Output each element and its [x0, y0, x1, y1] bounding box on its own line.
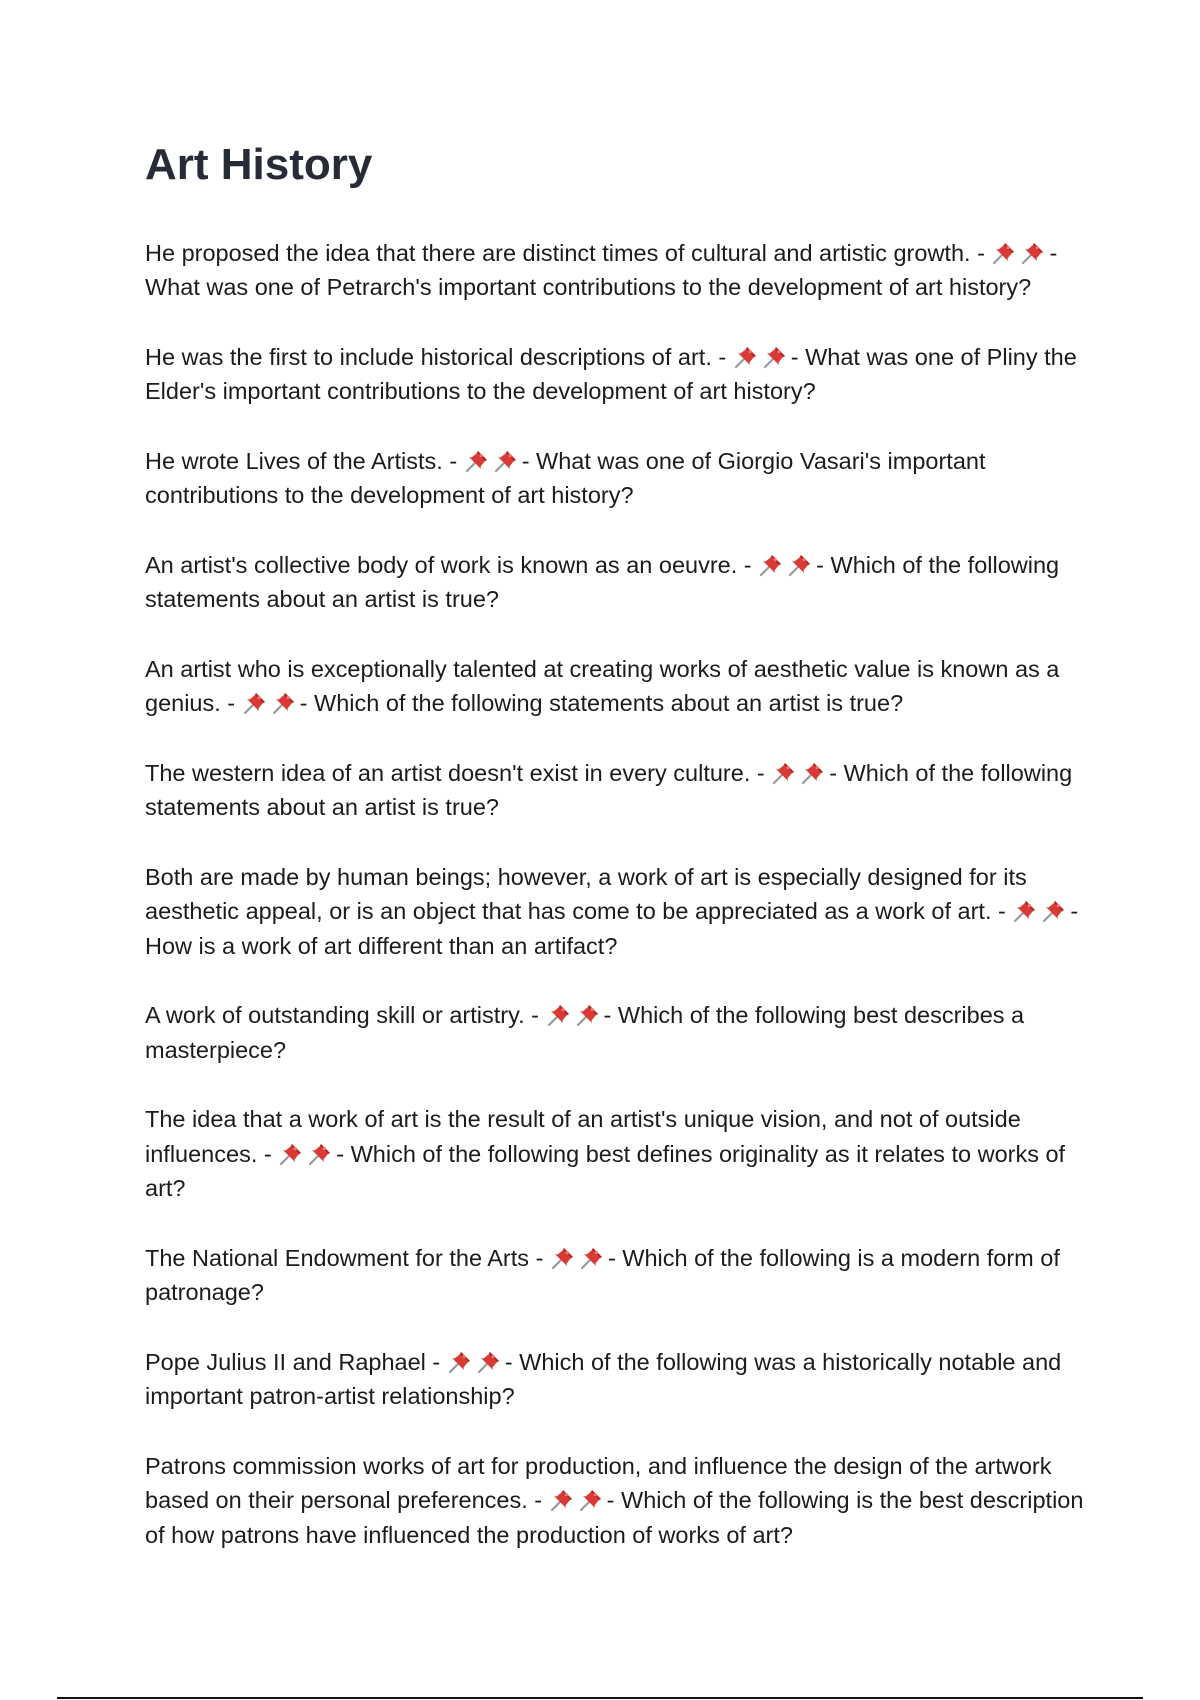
flashcard-entry: [145, 340, 1100, 409]
pushpin-icon: [271, 690, 297, 716]
flashcard-question: Which of the following statements about an artist is true?: [314, 690, 904, 717]
flashcard-question: Which of the following is a modern form of patronage?: [145, 1244, 1060, 1306]
flashcard-entry: [145, 652, 1100, 721]
flashcard-answer: Patrons commission works of art for production, and influence the design of the artwork based on their personal preferences.: [145, 1452, 1052, 1514]
flashcard-answer: He wrote Lives of the Artists.: [145, 447, 443, 474]
flashcard-question: What was one of Petrarch's important contributions to the development of art history?: [145, 274, 1032, 301]
pushpin-icon: [278, 1141, 304, 1167]
flashcard-question: What was one of Pliny the Elder's important contributions to the development of art history?: [145, 343, 1077, 405]
flashcard-answer: Both are made by human beings; however, a work of art is especially designed for its aesthetic appeal, or is an object that has come to be appreciated as a work of art.: [145, 863, 1027, 925]
pushpin-icon: [578, 1487, 604, 1513]
flashcard-entry: [145, 1449, 1100, 1553]
flashcard-entry: [145, 236, 1100, 305]
flashcard-entry: [145, 444, 1100, 513]
separator-dash: -: [790, 343, 806, 370]
separator-dash: -: [504, 1348, 520, 1375]
flashcard-answer: A work of outstanding skill or artistry.: [145, 1002, 525, 1029]
page-bottom-rule: [57, 1697, 1143, 1699]
pushpin-icon: [1041, 898, 1067, 924]
separator-dash: -: [529, 1244, 550, 1271]
flashcard-answer: The idea that a work of art is the result of an artist's unique vision, and not of outside influences.: [145, 1106, 1021, 1167]
separator-dash: -: [442, 447, 464, 474]
pushpin-icon: [493, 448, 519, 474]
separator-dash: -: [257, 1140, 279, 1167]
flashcard-question: Which of the following statements about an artist is true?: [145, 551, 1060, 613]
flashcard-question: Which of the following was a historically notable and important patron-artist relationship?: [145, 1348, 1062, 1410]
separator-dash: -: [1049, 239, 1058, 266]
flashcard-question: Which of the following is the best description of how patrons have influenced the production of works of art?: [145, 1487, 1084, 1548]
separator-dash: -: [521, 447, 537, 474]
page-title: Art History: [145, 140, 373, 189]
flashcard-entry: [145, 998, 1100, 1067]
pushpin-icon: [242, 690, 268, 716]
separator-dash: -: [711, 343, 733, 370]
pushpin-icon: [575, 1002, 601, 1028]
flashcard-answer: Pope Julius II and Raphael: [145, 1348, 426, 1375]
pushpin-icon: [991, 240, 1017, 266]
flashcard-answer: An artist who is exceptionally talented at creating works of aesthetic value is known as a genius.: [145, 655, 1060, 717]
flashcard-answer: He proposed the idea that there are distinct times of cultural and artistic growth.: [145, 239, 971, 266]
separator-dash: -: [603, 1002, 618, 1029]
separator-dash: -: [527, 1487, 549, 1514]
flashcard-answer: The western idea of an artist doesn't exist in every culture.: [145, 759, 751, 786]
pushpin-icon: [464, 448, 490, 474]
flashcard-entry: [145, 860, 1100, 964]
separator-dash: -: [524, 1002, 546, 1029]
pushpin-icon: [800, 760, 826, 786]
pushpin-icon: [758, 552, 784, 578]
flashcard-entry: [145, 1241, 1100, 1310]
flashcard-entry: [145, 1345, 1100, 1414]
flashcard-list: [145, 236, 1100, 1553]
separator-dash: -: [991, 898, 1013, 925]
pushpin-icon: [549, 1487, 575, 1513]
flashcard-answer: An artist's collective body of work is known as an oeuvre.: [145, 551, 738, 578]
pushpin-icon: [447, 1349, 473, 1375]
pushpin-icon: [1012, 898, 1038, 924]
flashcard-answer: The National Endowment for the Arts: [145, 1244, 530, 1271]
pushpin-icon: [787, 552, 813, 578]
separator-dash: -: [606, 1487, 622, 1514]
pushpin-icon: [579, 1245, 605, 1271]
pushpin-icon: [1020, 240, 1046, 266]
flashcard-question: What was one of Giorgio Vasari's important contributions to the development of art history?: [145, 447, 986, 509]
separator-dash: -: [970, 239, 992, 266]
pushpin-icon: [733, 344, 759, 370]
flashcard-question: Which of the following best describes a masterpiece?: [145, 1002, 1025, 1063]
pushpin-icon: [546, 1002, 572, 1028]
pushpin-icon: [307, 1141, 333, 1167]
pushpin-icon: [476, 1349, 502, 1375]
pushpin-icon: [550, 1245, 576, 1271]
flashcard-question: Which of the following statements about an artist is true?: [145, 759, 1073, 821]
flashcard-answer: He was the first to include historical descriptions of art.: [145, 343, 712, 370]
separator-dash: -: [607, 1244, 623, 1271]
pushpin-icon: [771, 760, 797, 786]
document-page: [145, 140, 1100, 1587]
separator-dash: -: [220, 690, 242, 717]
separator-dash: -: [336, 1140, 351, 1167]
separator-dash: -: [750, 759, 772, 786]
separator-dash: -: [1070, 898, 1079, 925]
separator-dash: -: [829, 759, 844, 786]
separator-dash: -: [299, 690, 315, 717]
flashcard-question: Which of the following best defines originality as it relates to works of art?: [145, 1140, 1066, 1202]
separator-dash: -: [737, 551, 759, 578]
flashcard-question: How is a work of art different than an artifact?: [145, 932, 618, 959]
flashcard-entry: [145, 548, 1100, 617]
pushpin-icon: [762, 344, 788, 370]
separator-dash: -: [425, 1348, 447, 1375]
separator-dash: -: [816, 551, 831, 578]
flashcard-entry: [145, 1102, 1100, 1206]
flashcard-entry: [145, 756, 1100, 825]
